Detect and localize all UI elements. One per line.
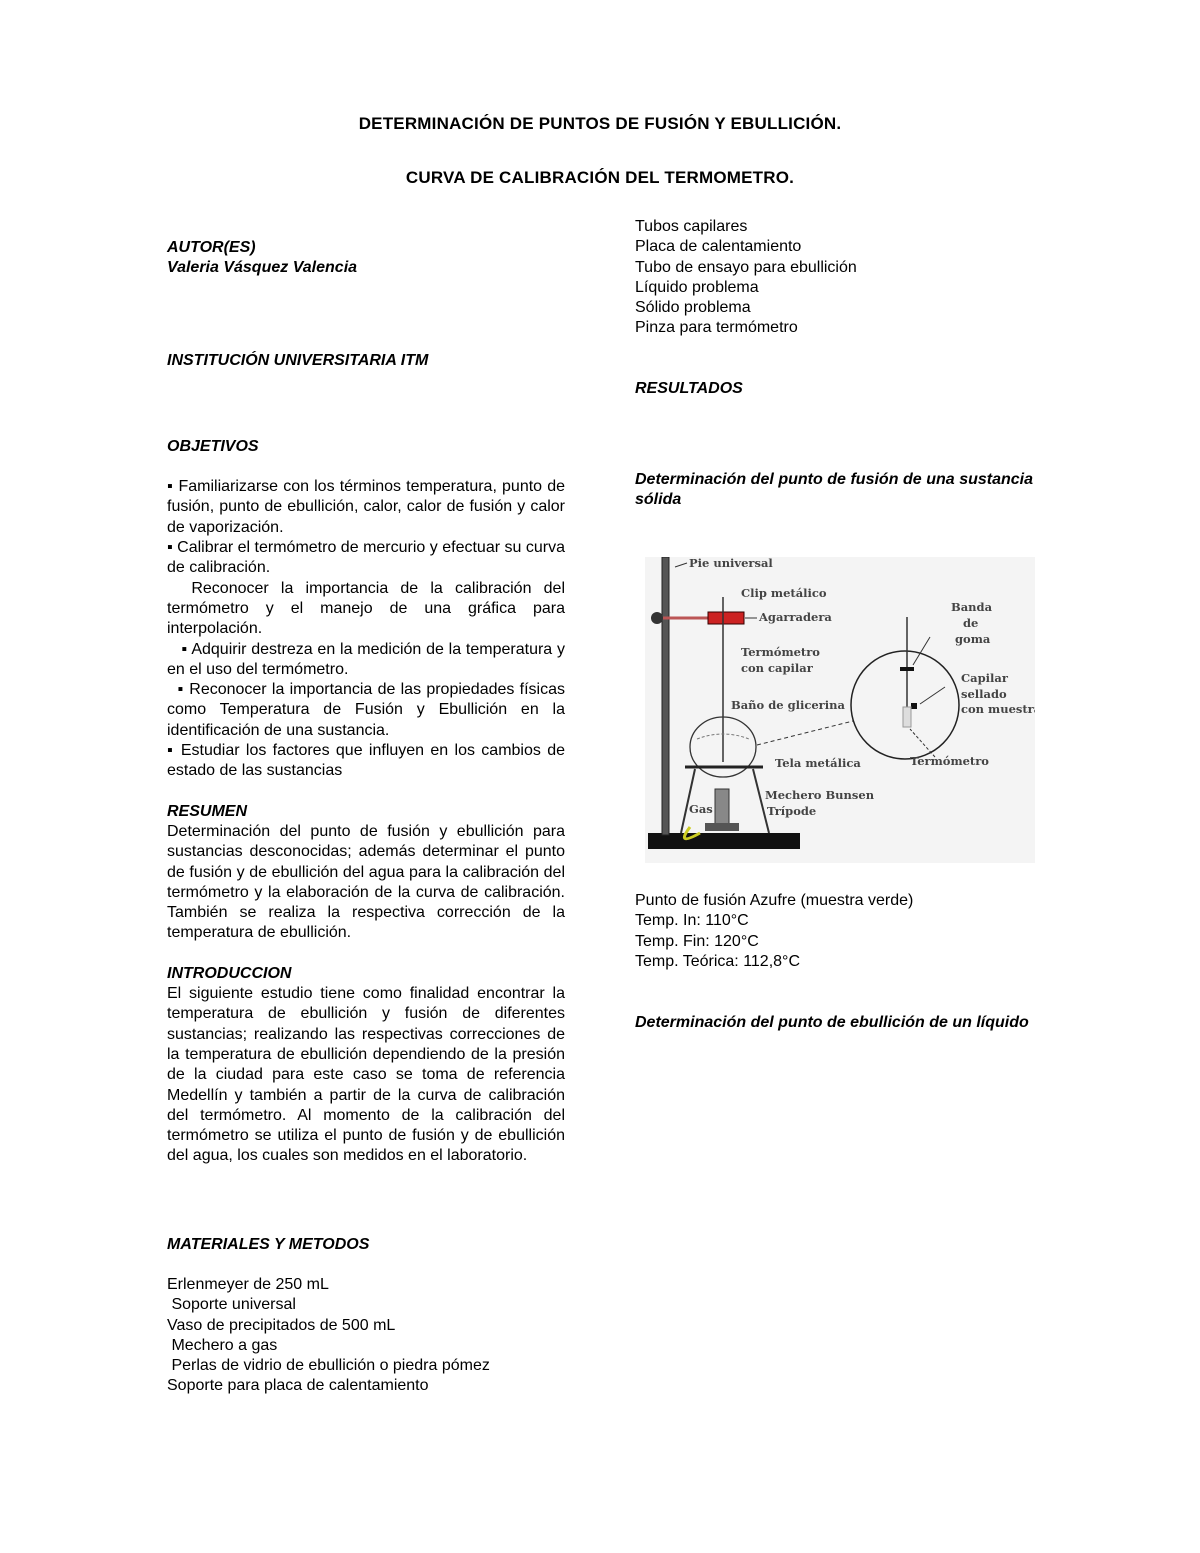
introduction-text: El siguiente estudio tiene como finalidad encontrar la temperatura de ebullición y fusión de diferentes sustancias; realizando las respectivas correcciones de la temperatura de ebullición dependiendo de la presión de la ciudad para este caso se toma de referencia Medellín y también a partir de la curva de calibración del termómetro. Al momento de la calibración del termómetro se utiliza el punto de fusión y de ebullición del agua, los cuales son medidos en el laboratorio. (167, 985, 565, 1165)
melting-point-apparatus-diagram (645, 557, 1035, 863)
label-capilar-2: sellado (961, 686, 1007, 701)
capillary-sample (911, 703, 917, 709)
boiling-heading: Determinación del punto de ebullición de un líquido (635, 1014, 1029, 1032)
label-agarradera: Agarradera (759, 609, 832, 624)
label-bano: Baño de glicerina (731, 697, 845, 712)
paper-subtitle: CURVA DE CALIBRACIÓN DEL TERMOMETRO. (405, 168, 795, 187)
label-tripode: Trípode (767, 803, 817, 818)
left-column (167, 238, 570, 1397)
label-termometro-capilar-1: Termómetro (741, 644, 820, 659)
fusion-line: Temp. Fin: 120°C (635, 932, 759, 950)
author-name: Valeria Vásquez Valencia (167, 259, 358, 277)
right-column (635, 217, 1033, 1033)
material-item: Soporte universal (167, 1296, 296, 1314)
fusion-line: Temp. Teórica: 112,8°C (635, 952, 800, 970)
material-item: Soporte para placa de calentamiento (167, 1377, 429, 1395)
fusion-line: Temp. In: 110°C (635, 912, 749, 930)
thermometer-bulb (903, 707, 911, 727)
materials-list-left (167, 1275, 565, 1397)
fusion-heading: Determinación del punto de fusión de una sustancia sólida (635, 471, 1033, 509)
objective-item: ▪ Familiarizarse con los términos temperatura, punto de fusión, punto de ebullición, calor, calor de fusión y calor de vaporización. (167, 478, 565, 536)
label-capilar-1: Capilar (961, 670, 1008, 685)
bunsen-burner (715, 789, 729, 825)
objective-item: ▪ Adquirir destreza en la medición de la temperatura y en el uso del termómetro. (167, 640, 570, 678)
label-banda-1: Banda (951, 599, 993, 614)
label-gas: Gas (689, 801, 713, 816)
results-heading: RESULTADOS (635, 379, 743, 397)
label-clip: Clip metálico (741, 585, 827, 600)
fusion-results (635, 891, 1033, 972)
material-item: Perlas de vidrio de ebullición o piedra pómez (167, 1357, 490, 1375)
material-item: Tubos capilares (635, 218, 748, 235)
label-banda-2: de (963, 615, 979, 630)
material-item: Placa de calentamiento (635, 238, 802, 256)
paper-title: DETERMINACIÓN DE PUNTOS DE FUSIÓN Y EBULLICIÓN. (358, 114, 842, 133)
summary-text: Determinación del punto de fusión y ebullición para sustancias desconocidas; además determinar el punto de fusión y de ebullición del agua para la calibración del termómetro y la elaboración de la curva de calibración. También se realiza la respectiva corrección de la temperatura de ebullición. (167, 822, 565, 942)
objectives-heading: OBJETIVOS (167, 437, 259, 455)
label-termometro: Termómetro (910, 753, 989, 768)
materials-heading: MATERIALES Y METODOS (167, 1235, 370, 1253)
label-termometro-capilar-2: con capilar (741, 660, 813, 675)
label-mechero: Mechero Bunsen (765, 787, 875, 802)
label-pie-universal: Pie universal (689, 556, 773, 570)
authors-heading: AUTOR(ES) (167, 239, 256, 256)
clamp-holder (708, 612, 744, 624)
introduction-heading: INTRODUCCION (167, 964, 292, 982)
label-capilar-3: con muestra (961, 701, 1035, 716)
material-item: Pinza para termómetro (635, 319, 798, 337)
materials-list-right (635, 217, 1033, 339)
objective-item: ▪ Estudiar los factores que influyen en los cambios de estado de las sustancias (167, 742, 565, 780)
clamp-knob (651, 612, 663, 624)
material-item: Sólido problema (635, 299, 751, 317)
material-item: Vaso de precipitados de 500 mL (167, 1316, 396, 1334)
institution: INSTITUCIÓN UNIVERSITARIA ITM (167, 351, 429, 369)
fusion-line: Punto de fusión Azufre (muestra verde) (635, 891, 914, 909)
stand-rod (662, 557, 669, 835)
label-banda-3: goma (955, 631, 991, 646)
rubber-band (900, 667, 914, 671)
material-item: Erlenmeyer de 250 mL (167, 1275, 329, 1293)
objective-item: ▪ Calibrar el termómetro de mercurio y efectuar su curva de calibración. (167, 539, 565, 577)
objectives-list (167, 477, 570, 781)
material-item: Tubo de ensayo para ebullición (635, 258, 857, 276)
burner-base (705, 823, 739, 831)
objective-item: ▪ Reconocer la importancia de las propiedades físicas como Temperatura de Fusión y Ebullición en la identificación de una sustancia. (167, 681, 570, 739)
summary-heading: RESUMEN (167, 802, 248, 820)
apparatus-figure (645, 557, 1033, 869)
label-tela: Tela metálica (775, 755, 861, 770)
material-item: Líquido problema (635, 278, 759, 296)
objective-item: Reconocer la importancia de la calibración del termómetro y el manejo de una gráfica para interpolación. (167, 579, 570, 638)
stand-base (648, 833, 800, 849)
material-item: Mechero a gas (167, 1336, 278, 1354)
